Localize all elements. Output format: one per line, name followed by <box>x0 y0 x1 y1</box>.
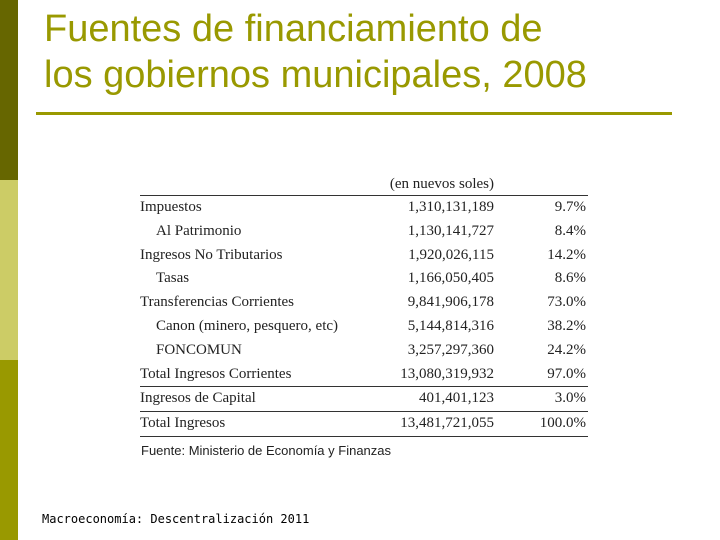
financing-table <box>140 174 588 437</box>
row-amount: 5,144,814,316 <box>407 317 494 334</box>
row-amount: 401,401,123 <box>344 387 496 412</box>
table-row-total-current <box>140 363 588 387</box>
slide-title-line-1: Fuentes de financiamiento de <box>44 8 543 50</box>
table-row <box>140 244 588 268</box>
row-percent: 3.0% <box>496 387 588 412</box>
slide-title <box>44 6 704 98</box>
row-amount: 9,841,906,178 <box>407 294 494 311</box>
row-percent: 38.2% <box>547 317 586 334</box>
table-row <box>140 315 588 339</box>
row-label: Transferencias Corrientes <box>140 294 294 311</box>
row-percent: 97.0% <box>496 363 588 387</box>
row-percent: 73.0% <box>547 294 586 311</box>
unit-header: (en nuevos soles) <box>344 174 496 196</box>
table-row <box>140 267 588 291</box>
row-percent: 100.0% <box>496 412 588 437</box>
table-row-grand-total <box>140 412 588 437</box>
row-label: Total Ingresos <box>140 412 344 437</box>
left-accent-bar-middle <box>0 180 18 360</box>
row-label: Total Ingresos Corrientes <box>140 363 344 387</box>
row-label: Ingresos No Tributarios <box>140 246 283 263</box>
table-row <box>140 220 588 244</box>
row-label: Tasas <box>156 270 190 287</box>
label-header <box>140 174 344 196</box>
row-percent: 8.4% <box>554 222 586 239</box>
source-note: Fuente: Ministerio de Economía y Finanzas <box>141 443 392 458</box>
row-amount: 1,920,026,115 <box>408 246 494 263</box>
row-label: Canon (minero, pesquero, etc) <box>156 317 339 334</box>
row-percent: 24.2% <box>547 341 586 358</box>
table-row <box>140 387 588 412</box>
left-accent-bar-bottom <box>0 360 18 540</box>
row-label: Ingresos de Capital <box>140 387 344 412</box>
slide-title-line-2: los gobiernos municipales, 2008 <box>44 54 587 96</box>
row-amount: 13,481,721,055 <box>344 412 496 437</box>
row-amount: 1,130,141,727 <box>407 222 494 239</box>
pct-header <box>496 174 588 196</box>
row-amount: 1,310,131,189 <box>407 199 494 215</box>
table-row <box>140 291 588 315</box>
row-label: FONCOMUN <box>156 341 242 358</box>
row-amount: 13,080,319,932 <box>344 363 496 387</box>
table-header-row <box>140 174 588 196</box>
slide-footer: Macroeconomía: Descentralización 2011 <box>42 512 310 526</box>
row-label: Impuestos <box>140 199 202 215</box>
row-percent: 8.6% <box>554 270 586 287</box>
row-label: Al Patrimonio <box>156 222 242 239</box>
row-amount: 3,257,297,360 <box>407 341 494 358</box>
table-row <box>140 339 588 363</box>
financing-table-image <box>140 174 588 437</box>
row-amount: 1,166,050,405 <box>407 270 494 287</box>
row-percent: 14.2% <box>547 246 586 263</box>
row-percent: 9.7% <box>554 199 586 215</box>
left-accent-bar-top <box>0 0 18 180</box>
title-underline <box>36 112 672 115</box>
table-row <box>140 196 588 220</box>
